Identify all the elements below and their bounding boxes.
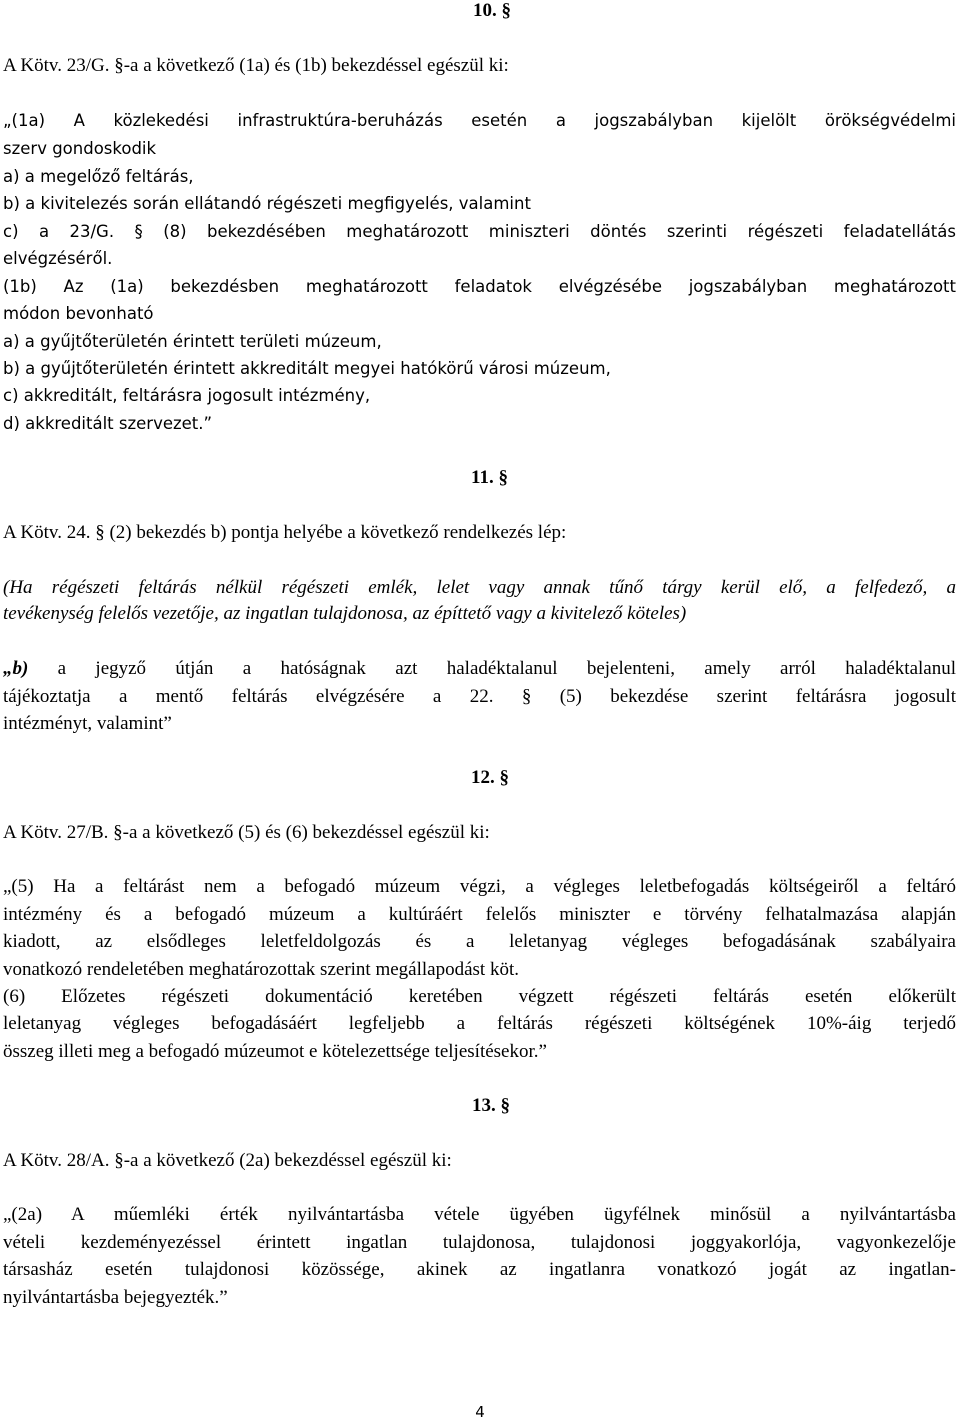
paragraph-line: „(2a) A műemléki érték nyilvántartásba vétele ügyében ügyfélnek minősül a nyilvántartásba — [3, 1204, 956, 1225]
list-item: a) a gyűjtőterületén érintett területi múzeum, — [3, 332, 382, 351]
paragraph-line: elvégzéséről. — [3, 249, 113, 268]
paragraph-line: kiadott, az elsődleges leletfeldolgozás és a leletanyag végleges befogadásának szabályaira — [3, 931, 956, 952]
paragraph-line: intézmény és a befogadó múzeum a kultúráért felelős miniszter e törvény felhatalmazása alapján — [3, 904, 956, 925]
paragraph-line — [3, 658, 956, 680]
paragraph-line: „(1a) A közlekedési infrastruktúra-beruházás esetén a jogszabályban kijelölt örökségvédelmi — [3, 111, 956, 130]
italic-line: (Ha régészeti feltárás nélkül régészeti emlék, lelet vagy annak tűnő tárgy kerül elő, a felfedező, a — [3, 577, 956, 598]
paragraph-line: vonatkozó rendeletében meghatározottak szerint megállapodást köt. — [3, 959, 519, 980]
section-heading-12: 12. § — [471, 767, 509, 788]
paragraph-line: szerv gondoskodik — [3, 139, 157, 158]
list-item: c) a 23/G. § (8) bekezdésében meghatározott miniszteri döntés szerinti régészeti feladatellátás — [3, 222, 956, 241]
paragraph-line: intézményt, valamint” — [3, 713, 172, 734]
paragraph-line: összeg illeti meg a befogadó múzeumot e kötelezettsége teljesítésekor.” — [3, 1041, 547, 1062]
paragraph-line: társasház esetén tulajdonosi közössége, akinek az ingatlanra vonatkozó jogát az ingatlan- — [3, 1259, 956, 1280]
paragraph-line: nyilvántartásba bejegyezték.” — [3, 1287, 228, 1308]
paragraph-line: módon bevonható — [3, 304, 154, 323]
section-intro-10: A Kötv. 23/G. §-a a következő (1a) és (1b) bekezdéssel egészül ki: — [3, 55, 509, 76]
section-intro-12: A Kötv. 27/B. §-a a következő (5) és (6) bekezdéssel egészül ki: — [3, 822, 490, 843]
section-intro-13: A Kötv. 28/A. §-a a következő (2a) bekezdéssel egészül ki: — [3, 1150, 452, 1171]
italic-line: tevékenység felelős vezetője, az ingatlan tulajdonosa, az építtető vagy a kivitelező köteles) — [3, 603, 687, 624]
section-intro-11: A Kötv. 24. § (2) bekezdés b) pontja helyébe a következő rendelkezés lép: — [3, 522, 567, 543]
point-b-label: „b) — [3, 658, 29, 679]
list-item: d) akkreditált szervezet.” — [3, 414, 213, 433]
section-heading-13: 13. § — [472, 1095, 510, 1116]
paragraph-line: (1b) Az (1a) bekezdésben meghatározott feladatok elvégzésébe jogszabályban meghatározott — [3, 277, 956, 296]
list-item: c) akkreditált, feltárásra jogosult intézmény, — [3, 386, 371, 405]
point-b-text: a jegyző útján a hatóságnak azt haladéktalanul bejelenteni, amely arról haladéktalanul — [28, 658, 956, 679]
section-heading-11: 11. § — [471, 467, 508, 488]
section-heading-10: 10. § — [473, 0, 511, 21]
paragraph-line: (6) Előzetes régészeti dokumentáció keretében végzett régészeti feltárás esetén előkerült — [3, 986, 956, 1007]
paragraph-line: „(5) Ha a feltárást nem a befogadó múzeum végzi, a végleges leletbefogadás költségeiről a feltáró — [3, 876, 956, 897]
list-item: b) a gyűjtőterületén érintett akkreditált megyei hatókörű városi múzeum, — [3, 359, 611, 378]
paragraph-line: vételi kezdeményezéssel érintett ingatlan tulajdonosa, tulajdonosi joggyakorlója, vagyonkezelője — [3, 1232, 956, 1253]
paragraph-line: leletanyag végleges befogadásáért legfeljebb a feltárás régészeti költségének 10%-áig terjedő — [3, 1013, 956, 1034]
page-number: 4 — [475, 1403, 485, 1421]
list-item: a) a megelőző feltárás, — [3, 167, 194, 186]
list-item: b) a kivitelezés során ellátandó régészeti megfigyelés, valamint — [3, 194, 531, 213]
paragraph-line: tájékoztatja a mentő feltárás elvégzésére a 22. § (5) bekezdése szerint feltárásra jogosult — [3, 686, 956, 707]
